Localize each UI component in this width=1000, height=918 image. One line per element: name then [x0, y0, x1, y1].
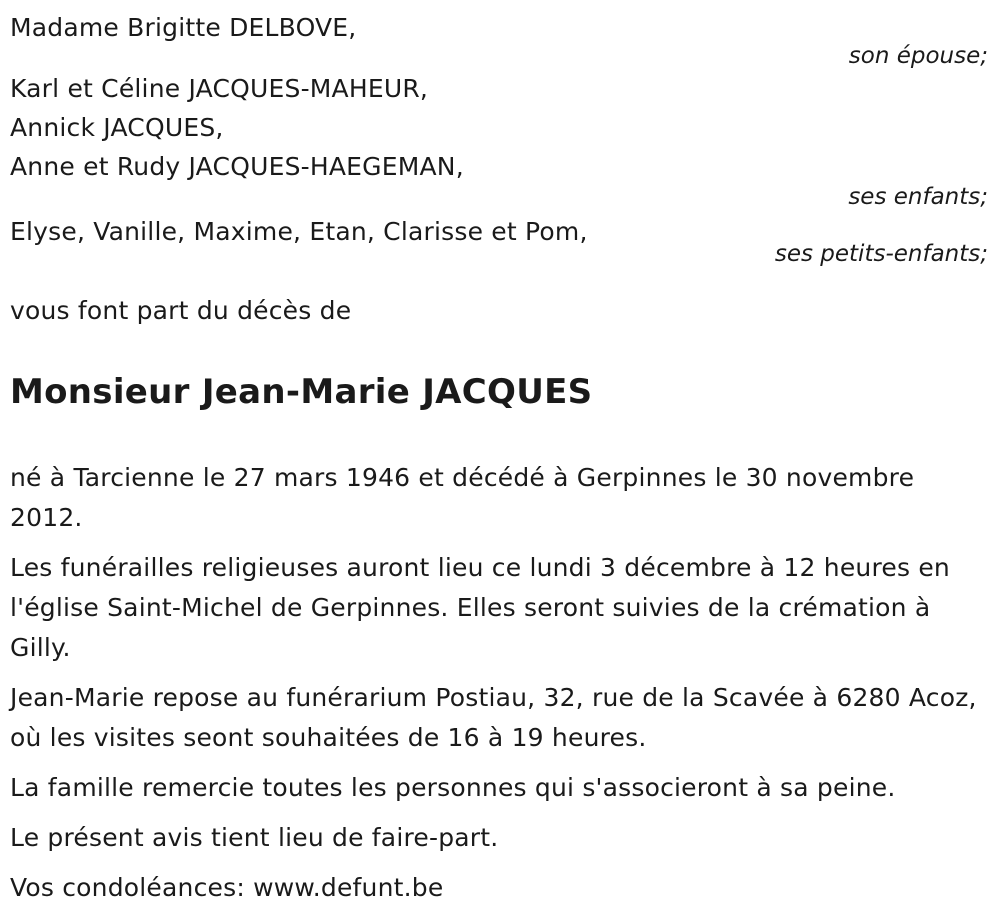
announcer-name: Elyse, Vanille, Maxime, Etan, Clarisse et Pom, [10, 217, 588, 246]
condolences-paragraph: Vos condoléances: www.defunt.be [10, 873, 444, 902]
funeral-paragraph: Les funérailles religieuses auront lieu ce lundi 3 décembre à 12 heures en l'église Saint-Michel de Gerpinnes. Elles seront suivies de la crémation à Gilly. [10, 553, 950, 662]
thanks-paragraph: La famille remercie toutes les personnes qui s'associeront à sa peine. [10, 773, 896, 802]
role-spouse: son épouse; [848, 43, 988, 69]
role-grandchildren: ses petits-enfants; [774, 241, 988, 267]
role-children: ses enfants; [848, 184, 988, 210]
announcer-name: Karl et Céline JACQUES-MAHEUR, [10, 74, 429, 103]
announcer-group-spouse [10, 8, 990, 72]
notice-body [10, 458, 988, 908]
announcer-name: Madame Brigitte DELBOVE, [10, 13, 357, 42]
announcer-name: Anne et Rudy JACQUES-HAEGEMAN, [10, 152, 464, 181]
announcer-name: Annick JACQUES, [10, 113, 224, 142]
announcer-group-grandchildren [10, 212, 990, 270]
birth-death-paragraph: né à Tarcienne le 27 mars 1946 et décédé à Gerpinnes le 30 novembre 2012. [10, 463, 915, 532]
notice-paragraph: Le présent avis tient lieu de faire-part. [10, 823, 499, 852]
announcer-group-children [10, 69, 990, 213]
deceased-name: Monsieur Jean-Marie JACQUES [10, 372, 593, 412]
funeral-home-paragraph: Jean-Marie repose au funérarium Postiau, 32, rue de la Scavée à 6280 Acoz, où les visites seont souhaitées de 16 à 19 heures. [10, 683, 977, 752]
intro-text: vous font part du décès de [10, 296, 352, 325]
